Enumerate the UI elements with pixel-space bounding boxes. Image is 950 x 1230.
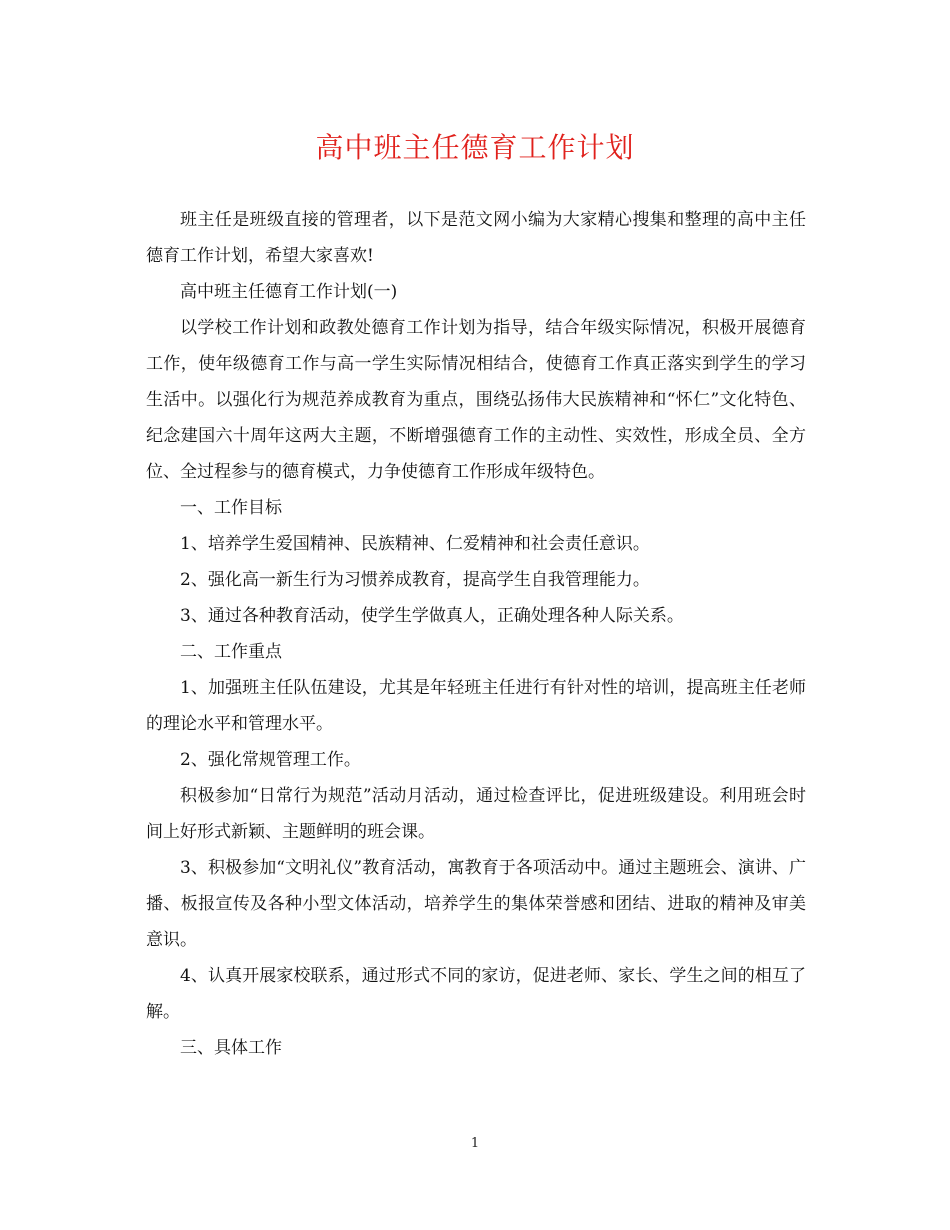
- focus-item-4: 4、认真开展家校联系，通过形式不同的家访，促进老师、家长、学生之间的相互了解。: [146, 966, 806, 1022]
- focus-item-2: 2、强化常规管理工作。: [180, 750, 361, 770]
- heading-work-focus: 二、工作重点: [180, 642, 282, 662]
- heading-specific-work: 三、具体工作: [180, 1038, 282, 1058]
- goal-item-3: 3、通过各种教育活动，使学生学做真人，正确处理各种人际关系。: [180, 606, 684, 626]
- goal-item-2: 2、强化高一新生行为习惯养成教育，提高学生自我管理能力。: [180, 570, 650, 590]
- page-number: 1: [470, 1136, 480, 1151]
- document-body: [146, 202, 806, 1066]
- goal-item-1: 1、培养学生爱国精神、民族精神、仁爱精神和社会责任意识。: [180, 534, 650, 554]
- heading-work-goals: 一、工作目标: [180, 498, 282, 518]
- focus-item-3: 3、积极参加“文明礼仪”教育活动，寓教育于各项活动中。通过主题班会、演讲、广播、板报宣传及各种小型文体活动，培养学生的集体荣誉感和团结、进取的精神及审美意识。: [146, 858, 806, 950]
- paragraph-intro: 班主任是班级直接的管理者，以下是范文网小编为大家精心搜集和整理的高中主任德育工作计划，希望大家喜欢!: [146, 210, 806, 266]
- focus-item-2-detail: 积极参加“日常行为规范”活动月活动，通过检查评比，促进班级建设。利用班会时间上好形式新颖、主题鲜明的班会课。: [146, 786, 806, 842]
- focus-item-1: 1、加强班主任队伍建设，尤其是年轻班主任进行有针对性的培训，提高班主任老师的理论水平和管理水平。: [146, 678, 806, 734]
- paragraph-guidance: 以学校工作计划和政教处德育工作计划为指导，结合年级实际情况，积极开展德育工作，使年级德育工作与高一学生实际情况相结合，使德育工作真正落实到学生的学习生活中。以强化行为规范养成教育为重点，围绕弘扬伟大民族精神和“怀仁”文化特色、纪念建国六十周年这两大主题，不断增强德育工作的主动性、实效性，形成全员、全方位、全过程参与的德育模式，力争使德育工作形成年级特色。: [146, 318, 806, 482]
- paragraph-section-heading: 高中班主任德育工作计划(一): [180, 282, 398, 302]
- document-title: 高中班主任德育工作计划: [315, 131, 635, 164]
